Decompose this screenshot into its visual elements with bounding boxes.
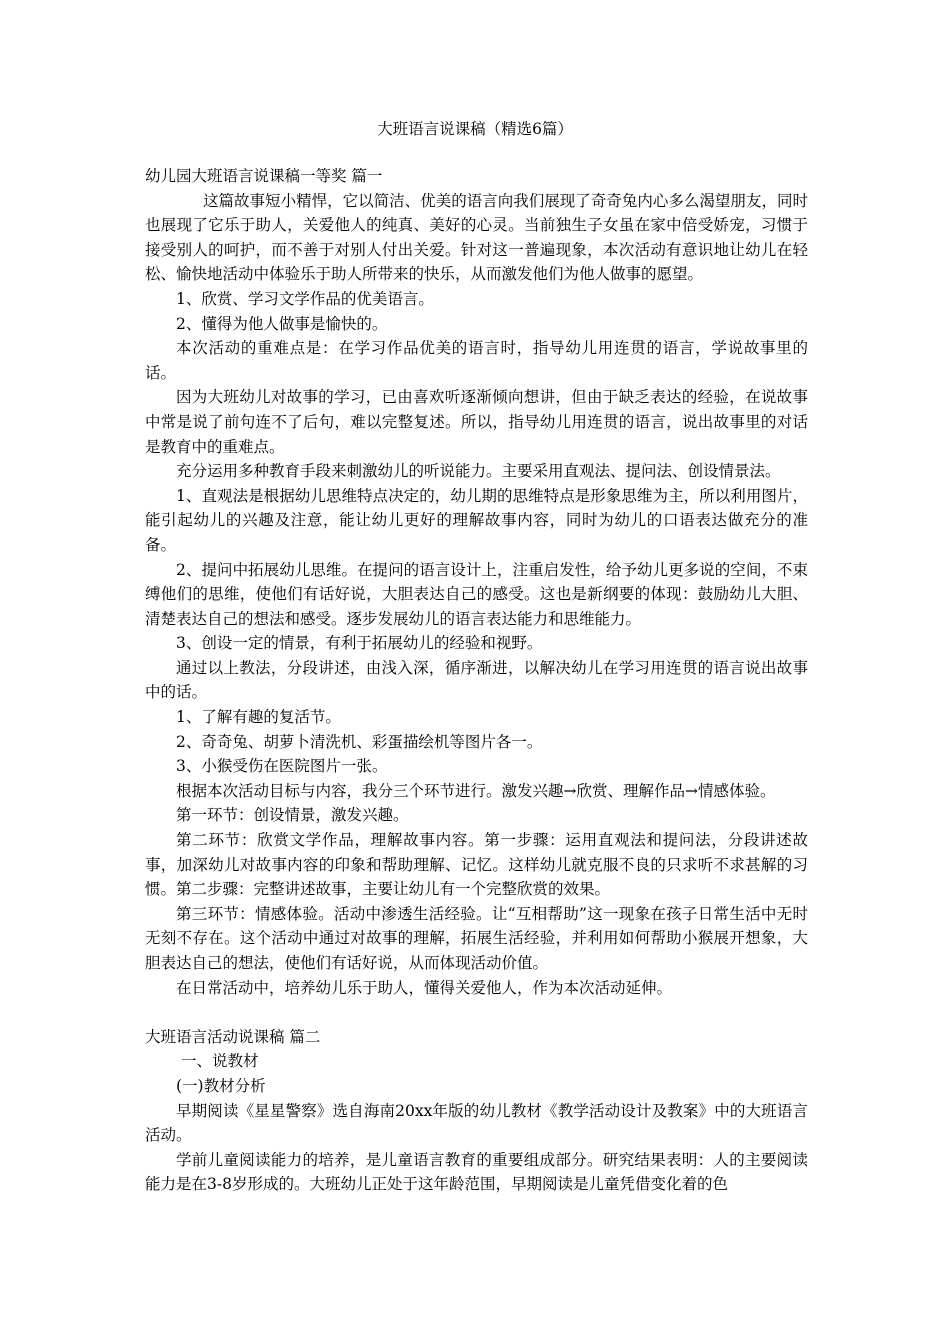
paragraph: 因为大班幼儿对故事的学习，已由喜欢听逐渐倾向想讲，但由于缺乏表达的经验，在说故事中常是说了前句连不了后句，难以完整复述。所以，指导幼儿用连贯的语言，说出故事里的对话是教育中的重难点。 [145, 388, 808, 456]
paragraph: 2、奇奇兔、胡萝卜清洗机、彩蛋描绘机等图片各一。 [176, 732, 543, 751]
paragraph: 第二环节：欣赏文学作品，理解故事内容。第一步骤：运用直观法和提问法，分段讲述故事，加深幼儿对故事内容的印象和帮助理解、记忆。这样幼儿就克服不良的只求听不求甚解的习惯。第二步骤：完整讲述故事，主要让幼儿有一个完整欣赏的效果。 [145, 831, 808, 899]
paragraph: 1、直观法是根据幼儿思维特点决定的，幼儿期的思维特点是形象思维为主，所以利用图片，能引起幼儿的兴趣及注意，能让幼儿更好的理解故事内容，同时为幼儿的口语表达做充分的准备。 [145, 486, 808, 554]
paragraph: 1、欣赏、学习文学作品的优美语言。 [176, 289, 434, 308]
section-heading: 大班语言活动说课稿 篇二 [145, 1027, 321, 1046]
subheading: (一)教材分析 [176, 1076, 266, 1095]
paragraph: 在日常活动中，培养幼儿乐于助人，懂得关爱他人，作为本次活动延伸。 [176, 978, 673, 997]
paragraph: 第三环节：情感体验。活动中渗透生活经验。让“互相帮助”这一现象在孩子日常生活中无时无刻不存在。这个活动中通过对故事的理解，拓展生活经验，并利用如何帮助小猴展开想象，大胆表达自己的想法，使他们有话好说，从而体现活动价值。 [145, 904, 808, 972]
document-title: 大班语言说课稿（精选6篇） [377, 120, 573, 138]
paragraph: 2、提问中拓展幼儿思维。在提问的语言设计上，注重启发性，给予幼儿更多说的空间，不束缚他们的思维，使他们有话好说，大胆表达自己的感受。这也是新纲要的体现：鼓励幼儿大胆、清楚表达自己的想法和感受。逐步发展幼儿的语言表达能力和思维能力。 [145, 560, 808, 628]
paragraph: 2、懂得为他人做事是愉快的。 [176, 314, 388, 333]
section-heading: 幼儿园大班语言说课稿一等奖 篇一 [145, 167, 383, 185]
paragraph: 3、创设一定的情景，有利于拓展幼儿的经验和视野。 [176, 634, 543, 653]
section-spacer [145, 1000, 808, 1025]
subheading: 一、说教材 [181, 1052, 259, 1071]
paragraph: 第一环节：创设情景，激发兴趣。 [176, 806, 409, 825]
document-body [145, 164, 808, 1197]
paragraph: 这篇故事短小精悍，它以简洁、优美的语言向我们展现了奇奇兔内心多么渴望朋友，同时也展现了它乐于助人，关爱他人的纯真、美好的心灵。当前独生子女虽在家中倍受娇宠，习惯于接受别人的呵护，而不善于对别人付出关爱。针对这一普遍现象，本次活动有意识地让幼儿在轻松、愉快地活动中体验乐于助人所带来的快乐，从而激发他们为他人做事的愿望。 [145, 191, 808, 284]
paragraph: 本次活动的重难点是：在学习作品优美的语言时，指导幼儿用连贯的语言，学说故事里的话。 [145, 339, 808, 382]
paragraph: 早期阅读《星星警察》选自海南20xx年版的幼儿教材《教学活动设计及教案》中的大班语言活动。 [145, 1101, 808, 1145]
paragraph: 1、了解有趣的复活节。 [176, 708, 341, 727]
paragraph: 根据本次活动目标与内容，我分三个环节进行。激发兴趣→欣赏、理解作品→情感体验。 [176, 781, 776, 800]
paragraph: 通过以上教法，分段讲述，由浅入深，循序渐进，以解决幼儿在学习用连贯的语言说出故事中的话。 [145, 658, 808, 702]
paragraph: 3、小猴受伤在医院图片一张。 [176, 757, 388, 776]
paragraph: 学前儿童阅读能力的培养，是儿童语言教育的重要组成部分。研究结果表明：人的主要阅读能力是在3-8岁形成的。大班幼儿正处于这年龄范围，早期阅读是儿童凭借变化着的色 [145, 1150, 808, 1194]
paragraph: 充分运用多种教育手段来刺激幼儿的听说能力。主要采用直观法、提问法、创设情景法。 [176, 462, 781, 481]
